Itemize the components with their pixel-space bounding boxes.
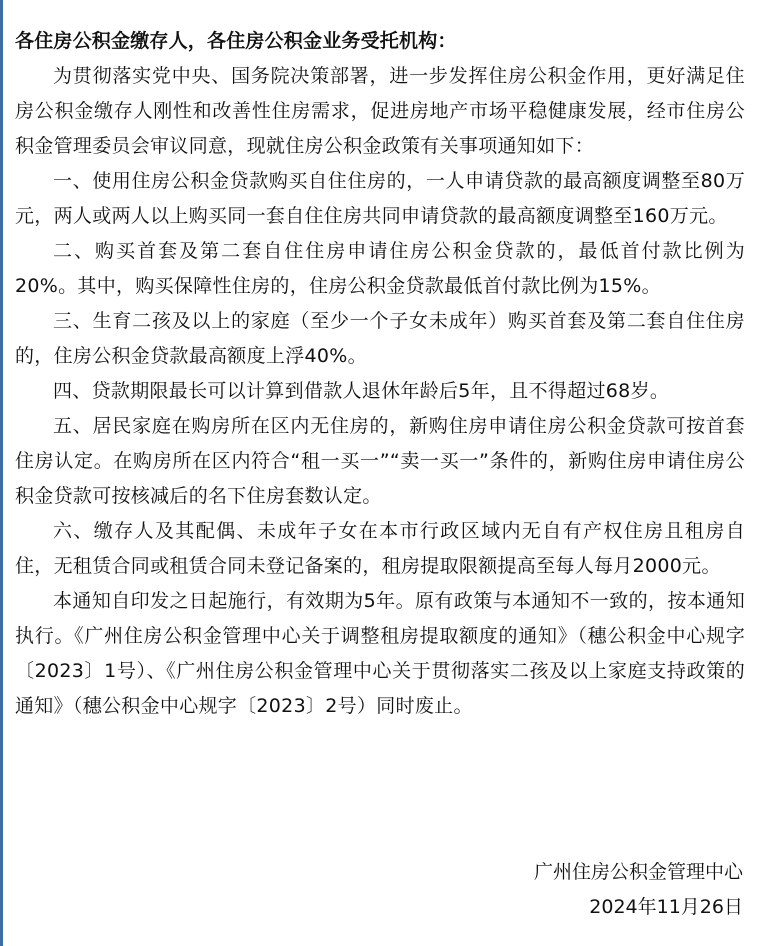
item-paragraph-1: 一、使用住房公积金贷款购买自住住房的，一人申请贷款的最高额度调整至80万元，两人或两人以上购买同一套自住住房共同申请贷款的最高额度调整至160万元。 (15, 170, 745, 227)
item-paragraph-2: 二、购买首套及第二套自住住房申请住房公积金贷款的，最低首付款比例为20%。其中，购买保障性住房的，住房公积金贷款最低首付款比例为15%。 (15, 240, 745, 297)
item-paragraph-6: 六、缴存人及其配偶、未成年子女在本市行政区域内无自有产权住房且租房自住，无租赁合同或租赁合同未登记备案的，租房提取限额提高至每人每月2000元。 (15, 520, 745, 577)
item-paragraph-5: 五、居民家庭在购房所在区内无住房的，新购住房申请住房公积金贷款可按首套住房认定。在购房所在区内符合“租一买一”“卖一买一”条件的，新购住房申请住房公积金贷款可按核减后的名下住房套数认定。 (15, 415, 745, 507)
item-paragraph-4: 四、贷款期限最长可以计算到借款人退休年龄后5年，且不得超过68岁。 (53, 380, 670, 402)
notice-body (15, 24, 745, 724)
issue-date: 2024年11月26日 (589, 896, 743, 918)
intro-paragraph: 为贯彻落实党中央、国务院决策部署，进一步发挥住房公积金作用，更好满足住房公积金缴存人刚性和改善性住房需求，促进房地产市场平稳健康发展，经市住房公积金管理委员会审议同意，现就住房公积金政策有关事项通知如下： (15, 65, 745, 157)
left-border-rule (0, 0, 3, 946)
signature-block (534, 855, 743, 925)
closing-paragraph: 本通知自印发之日起施行，有效期为5年。原有政策与本通知不一致的，按本通知执行。《广州住房公积金管理中心关于调整租房提取额度的通知》（穗公积金中心规字〔2023〕1号）、《广州住房公积金管理中心关于贯彻落实二孩及以上家庭支持政策的通知》（穗公积金中心规字〔2023〕2号）同时废止。 (15, 590, 745, 717)
item-paragraph-3: 三、生育二孩及以上的家庭（至少一个子女未成年）购买首套及第二套自住住房的，住房公积金贷款最高额度上浮40%。 (15, 310, 745, 367)
issuing-organization: 广州住房公积金管理中心 (533, 861, 743, 883)
salutation: 各住房公积金缴存人，各住房公积金业务受托机构： (15, 30, 457, 52)
